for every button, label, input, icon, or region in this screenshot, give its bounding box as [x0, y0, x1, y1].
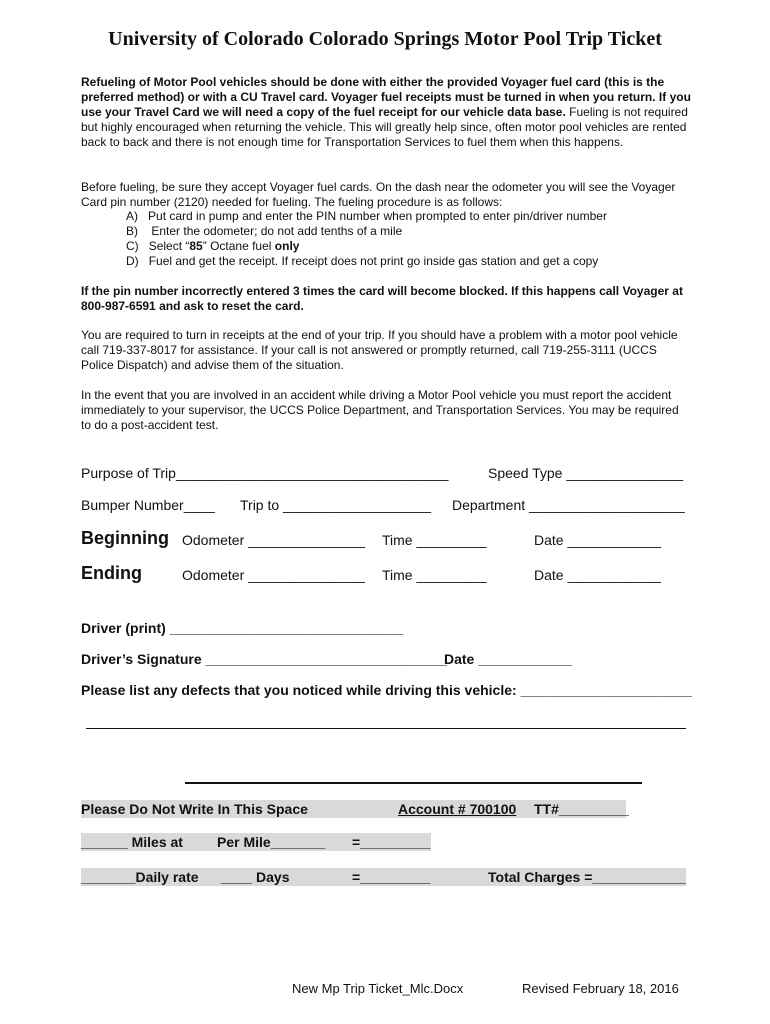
intro-bold-text: Refueling of Motor Pool vehicles should be done with either the provided Voyager fuel card (this is the preferred method) or with a CU Travel card. Voyager fuel receipts must be turned in when you return. If you use your Travel Card we will need a copy of the fuel receipt for our vehicle data base.	[81, 75, 691, 119]
account-number: Account # 700100	[398, 801, 517, 817]
intro-paragraph	[81, 75, 691, 150]
days-field[interactable]: ____ Days	[221, 869, 290, 885]
section-divider	[185, 782, 642, 784]
department-field[interactable]: Department ____________________	[452, 497, 685, 513]
days-total-field[interactable]: =_________	[352, 869, 431, 885]
purpose-field[interactable]: Purpose of Trip___________________________________	[81, 465, 449, 481]
list-item: B) Enter the odometer; do not add tenths of a mile	[126, 224, 403, 238]
beginning-label: Beginning	[81, 528, 169, 548]
list-item: C) Select “85” Octane fuel only	[126, 239, 300, 253]
beginning-odometer-field[interactable]: Odometer _______________	[182, 532, 365, 548]
footer-revised-date: Revised February 18, 2016	[522, 981, 679, 996]
signature-date-field[interactable]: Date ____________	[444, 651, 572, 667]
trip-to-field[interactable]: Trip to ___________________	[240, 497, 431, 513]
ending-odometer-field[interactable]: Odometer _______________	[182, 567, 365, 583]
driver-signature-field[interactable]: Driver’s Signature _______________________________	[81, 651, 447, 667]
beginning-time-field[interactable]: Time _________	[382, 532, 487, 548]
footer-doc-name: New Mp Trip Ticket_Mlc.Docx	[292, 981, 464, 996]
bumper-number-field[interactable]: Bumper Number____	[81, 497, 215, 513]
beginning-date-field[interactable]: Date ____________	[534, 532, 661, 548]
defects-field[interactable]: Please list any defects that you noticed while driving this vehicle: ______________________	[81, 682, 692, 698]
receipts-paragraph: You are required to turn in receipts at the end of your trip. If you should have a problem with a motor pool vehicle call 719-337-8017 for assistance. If your call is not answered or promptly returned, call 719-255-3111 (UCCS Police Dispatch) and advise them of the situation.	[81, 328, 678, 372]
accident-paragraph: In the event that you are involved in an accident while driving a Motor Pool vehicle you must report the accident immediately to your supervisor, the UCCS Police Department, and Transportation Services. You may be required to do a post-accident test.	[81, 388, 679, 432]
pin-warning: If the pin number incorrectly entered 3 times the card will become blocked. If this happens call Voyager at 800-987-6591 and ask to reset the card.	[81, 284, 683, 313]
miles-total-field[interactable]: =_________	[352, 834, 431, 850]
list-item: D) Fuel and get the receipt. If receipt does not print go inside gas station and get a copy	[126, 254, 599, 268]
page-title: University of Colorado Colorado Springs Motor Pool Trip Ticket	[108, 28, 662, 50]
fueling-steps	[126, 209, 607, 269]
daily-rate-field[interactable]: _______Daily rate	[81, 869, 199, 885]
intro-normal-text: Fueling is not required but highly encouraged when returning the vehicle. This will greatly help since, often motor pool vehicles are rented back to back and there is not enough time for Transportation Services to fuel them when this happens.	[81, 105, 688, 149]
office-header: Please Do Not Write In This Space	[81, 801, 308, 817]
defects-continuation-line[interactable]	[86, 728, 686, 729]
tt-field[interactable]: TT#_________	[534, 801, 629, 817]
miles-at-field[interactable]: ______ Miles at	[81, 834, 183, 850]
fueling-paragraph: Before fueling, be sure they accept Voyager fuel cards. On the dash near the odometer you will see the Voyager Card pin number (2120) needed for fueling. The fueling procedure is as follows:	[81, 180, 676, 209]
ending-time-field[interactable]: Time _________	[382, 567, 487, 583]
ending-label: Ending	[81, 563, 142, 583]
ending-date-field[interactable]: Date ____________	[534, 567, 661, 583]
driver-print-field[interactable]: Driver (print) ______________________________	[81, 620, 404, 636]
total-charges-field[interactable]: Total Charges =____________	[488, 869, 686, 885]
per-mile-field[interactable]: Per Mile_______	[217, 834, 326, 850]
speed-type-field[interactable]: Speed Type _______________	[488, 465, 684, 481]
list-item: A) Put card in pump and enter the PIN number when prompted to enter pin/driver number	[126, 209, 607, 223]
